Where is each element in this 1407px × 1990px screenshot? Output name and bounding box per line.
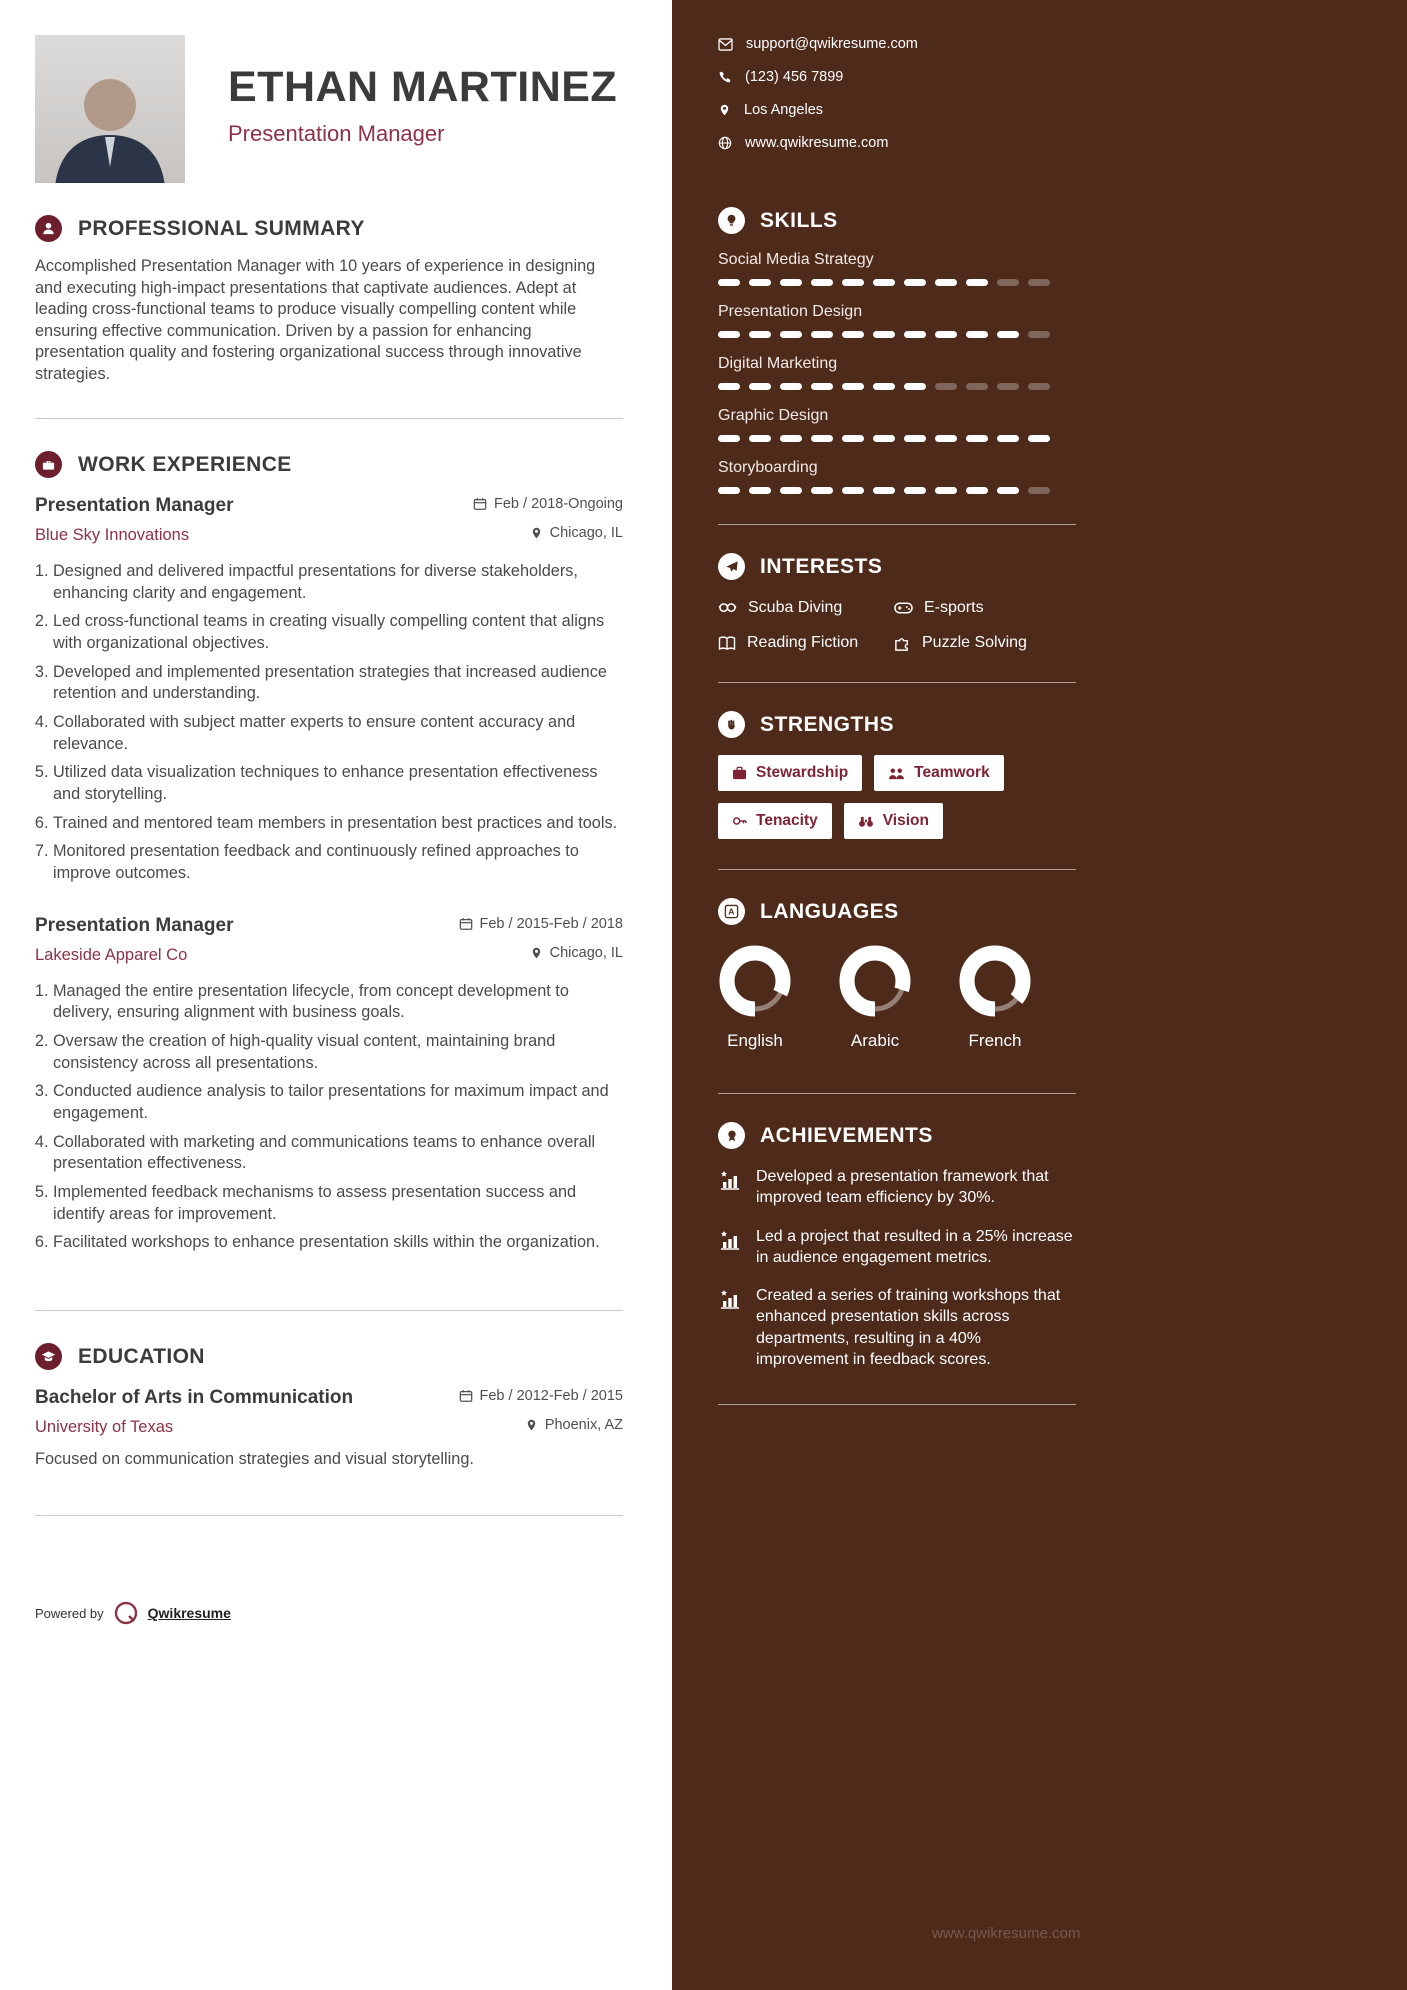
achievements-heading-label: ACHIEVEMENTS xyxy=(760,1123,933,1147)
calendar-icon xyxy=(459,1389,473,1403)
section-work-experience xyxy=(35,451,623,1254)
contact-block xyxy=(718,36,1076,151)
skill-dash-filled xyxy=(997,435,1019,442)
strength-label: Teamwork xyxy=(914,764,990,781)
section-professional-summary xyxy=(35,215,623,385)
job-bullet: 1. Managed the entire presentation lifecycle, from concept development to delivery, ensuring alignment with business goals. xyxy=(53,981,623,1024)
skill-item xyxy=(718,407,1076,442)
skill-dash-filled xyxy=(718,279,740,286)
header xyxy=(35,35,623,183)
strengths-heading xyxy=(718,711,1076,738)
skill-dash-filled xyxy=(966,487,988,494)
education-location xyxy=(525,1417,623,1433)
job-bullet: 5. Implemented feedback mechanisms to assess presentation success and identify areas for improvement. xyxy=(53,1182,623,1225)
languages-heading-label: LANGUAGES xyxy=(760,899,899,923)
skill-dash-filled xyxy=(935,279,957,286)
pin-icon xyxy=(525,1418,538,1432)
sidebar-divider xyxy=(718,524,1076,525)
language-name: Arabic xyxy=(850,1031,900,1050)
skill-dash-empty xyxy=(997,279,1019,286)
skill-dash-filled xyxy=(811,279,833,286)
interests-grid xyxy=(718,599,1076,652)
job-title: Presentation Manager xyxy=(35,914,234,936)
job-bullet: 3. Conducted audience analysis to tailor presentations for maximum impact and engagement. xyxy=(53,1081,623,1124)
job-date-label: Feb / 2018-Ongoing xyxy=(494,496,623,512)
skill-name: Digital Marketing xyxy=(718,355,838,372)
skill-dash-filled xyxy=(718,383,740,390)
achievement-text: Created a series of training workshops that enhanced presentation skills across departments, resulting in a 40% improvement in feedback scores. xyxy=(756,1287,1061,1368)
skill-dash-filled xyxy=(749,383,771,390)
job-location xyxy=(530,945,623,961)
skill-level-bar xyxy=(718,435,1076,442)
contact-phone-value: (123) 456 7899 xyxy=(745,69,844,85)
interest-item xyxy=(894,599,1076,617)
open-book-icon xyxy=(718,636,736,651)
candidate-name: ETHAN MARTINEZ xyxy=(228,63,618,111)
education-date-label: Feb / 2012-Feb / 2015 xyxy=(479,1388,623,1405)
key-icon xyxy=(732,814,747,828)
skills-heading xyxy=(718,207,1076,234)
puzzle-piece-icon xyxy=(894,635,911,652)
language-name: English xyxy=(727,1031,783,1050)
job-bullet-list xyxy=(35,561,623,885)
skill-dash-filled xyxy=(904,383,926,390)
skill-dash-filled xyxy=(966,331,988,338)
pin-icon xyxy=(530,526,543,540)
skill-level-bar xyxy=(718,383,1076,390)
job-location xyxy=(530,525,623,541)
skill-dash-empty xyxy=(1028,331,1050,338)
candidate-title: Presentation Manager xyxy=(228,121,445,146)
job-bullet: 6. Facilitated workshops to enhance presentation skills within the organization. xyxy=(53,1232,623,1254)
achievement-item xyxy=(718,1166,1076,1209)
pin-icon xyxy=(718,103,731,117)
job-bullet-list xyxy=(35,981,623,1254)
skill-name: Social Media Strategy xyxy=(718,251,874,268)
binoculars-icon xyxy=(858,815,874,828)
section-languages xyxy=(718,898,1076,1051)
skill-dash-filled xyxy=(811,487,833,494)
skill-item xyxy=(718,303,1076,338)
interest-item xyxy=(718,599,894,617)
achievement-text: Developed a presentation framework that improved team efficiency by 30%. xyxy=(756,1168,1049,1207)
sidebar-divider xyxy=(718,1093,1076,1094)
skill-dash-filled xyxy=(749,331,771,338)
skill-dash-filled xyxy=(811,383,833,390)
skill-dash-empty xyxy=(1028,383,1050,390)
globe-icon xyxy=(718,136,732,150)
job-company: Lakeside Apparel Co xyxy=(35,945,188,964)
contact-website-value[interactable]: www.qwikresume.com xyxy=(745,135,889,151)
skill-dash-filled xyxy=(780,487,802,494)
skill-dash-filled xyxy=(718,435,740,442)
sidebar-divider xyxy=(718,869,1076,870)
job-bullet: 2. Oversaw the creation of high-quality visual content, maintaining brand consistency across all presentations. xyxy=(53,1031,623,1074)
interest-item xyxy=(894,634,1076,652)
job-bullet: 7. Monitored presentation feedback and continuously refined approaches to improve outcomes. xyxy=(53,841,623,884)
strength-badge xyxy=(844,803,943,839)
briefcase-icon xyxy=(732,766,747,780)
contact-website xyxy=(718,135,1076,151)
work-heading-label: WORK EXPERIENCE xyxy=(78,452,292,476)
job-bullet: 6. Trained and mentored team members in presentation best practices and tools. xyxy=(53,813,623,835)
skill-dash-filled xyxy=(873,487,895,494)
skill-dash-filled xyxy=(718,487,740,494)
language-donut xyxy=(958,944,1032,1018)
sidebar xyxy=(672,0,1407,1990)
graduate-icon xyxy=(35,1343,62,1370)
paper-plane-icon xyxy=(718,553,745,580)
achievements-heading xyxy=(718,1122,1076,1149)
skill-name: Storyboarding xyxy=(718,459,818,476)
contact-phone xyxy=(718,69,1076,85)
education-date xyxy=(459,1388,624,1404)
job-entry xyxy=(35,915,623,1254)
job-bullet: 4. Collaborated with marketing and communications teams to enhance overall presentation effectiveness. xyxy=(53,1132,623,1175)
skill-level-bar xyxy=(718,487,1076,494)
divider xyxy=(35,418,623,419)
skill-item xyxy=(718,251,1076,286)
person-photo-silhouette xyxy=(35,67,185,183)
education-location-label: Phoenix, AZ xyxy=(544,1417,623,1434)
worker-icon xyxy=(35,451,62,478)
skill-dash-filled xyxy=(842,487,864,494)
language-item xyxy=(958,944,1032,1051)
skill-dash-filled xyxy=(873,435,895,442)
interest-label: Scuba Diving xyxy=(748,599,843,616)
job-bullet: 4. Collaborated with subject matter experts to ensure content accuracy and relevance. xyxy=(53,712,623,755)
skill-dash-filled xyxy=(966,435,988,442)
job-bullet: 2. Led cross-functional teams in creating visually compelling content that aligns with organizational objectives. xyxy=(53,611,623,654)
education-note: Focused on communication strategies and visual storytelling. xyxy=(35,1450,474,1469)
main-column xyxy=(0,0,672,1990)
section-education xyxy=(35,1343,623,1469)
contact-location xyxy=(718,102,1076,118)
skill-dash-filled xyxy=(749,487,771,494)
award-icon xyxy=(718,1122,745,1149)
interest-label: Puzzle Solving xyxy=(922,634,1027,651)
summary-heading xyxy=(35,215,623,242)
strength-badge xyxy=(718,755,862,791)
job-date xyxy=(459,916,624,932)
job-bullet: 3. Developed and implemented presentation strategies that increased audience retention and understanding. xyxy=(53,662,623,705)
education-heading-label: EDUCATION xyxy=(78,1344,205,1368)
skill-dash-filled xyxy=(749,279,771,286)
fist-icon xyxy=(718,711,745,738)
skill-level-bar xyxy=(718,331,1076,338)
skill-dash-filled xyxy=(811,435,833,442)
skill-dash-filled xyxy=(749,435,771,442)
degree-title: Bachelor of Arts in Communication xyxy=(35,1387,354,1409)
calendar-icon xyxy=(459,917,473,931)
job-bullet: 1. Designed and delivered impactful presentations for diverse stakeholders, enhancing clarity and engagement. xyxy=(53,561,623,604)
interest-label: Reading Fiction xyxy=(747,634,859,651)
job-title: Presentation Manager xyxy=(35,495,234,516)
contact-email xyxy=(718,36,1076,52)
watermark: www.qwikresume.com xyxy=(932,1925,1081,1942)
skill-dash-filled xyxy=(842,331,864,338)
job-location-label: Chicago, IL xyxy=(549,525,623,541)
strengths-heading-label: STRENGTHS xyxy=(760,712,895,736)
languages-list xyxy=(718,944,1076,1051)
divider xyxy=(35,1310,623,1311)
summary-heading-label: PROFESSIONAL SUMMARY xyxy=(78,216,365,240)
job-date-label: Feb / 2015-Feb / 2018 xyxy=(479,915,623,932)
language-item xyxy=(718,944,792,1051)
skill-dash-filled xyxy=(842,279,864,286)
footer xyxy=(35,1600,623,1626)
skill-dash-filled xyxy=(780,331,802,338)
skill-dash-filled xyxy=(904,331,926,338)
summary-text: Accomplished Presentation Manager with 10 years of experience in designing and executing high-impact presentations that captivate audiences. Adept at leading cross-functional teams to produce visually compelling content while ensuring effective communication. Driven by a passion for enhancing presentation quality and fostering organizational success through innovative strategies. xyxy=(35,257,596,383)
language-donut xyxy=(838,944,912,1018)
skill-dash-filled xyxy=(811,331,833,338)
qwikresume-logo xyxy=(113,1600,139,1626)
strengths-list xyxy=(718,755,1076,839)
skill-dash-empty xyxy=(997,383,1019,390)
work-heading xyxy=(35,451,623,478)
skill-dash-filled xyxy=(780,279,802,286)
person-icon xyxy=(35,215,62,242)
calendar-icon xyxy=(473,497,487,511)
skill-dash-filled xyxy=(842,435,864,442)
education-heading xyxy=(35,1343,623,1370)
divider xyxy=(35,1515,623,1516)
sidebar-divider xyxy=(718,1404,1076,1405)
job-entry xyxy=(35,495,623,885)
contact-location-value: Los Angeles xyxy=(744,102,824,118)
skill-dash-filled xyxy=(873,279,895,286)
translate-icon xyxy=(718,898,745,925)
sidebar-divider xyxy=(718,682,1076,683)
skill-dash-empty xyxy=(1028,279,1050,286)
skill-dash-filled xyxy=(935,435,957,442)
skill-dash-filled xyxy=(842,383,864,390)
section-skills xyxy=(718,207,1076,494)
powered-by-label: Powered by xyxy=(35,1605,104,1621)
pin-icon xyxy=(530,946,543,960)
people-icon xyxy=(888,767,905,780)
skill-dash-filled xyxy=(904,279,926,286)
achievement-chart-icon xyxy=(718,1287,742,1311)
interest-label: E-sports xyxy=(924,599,984,616)
skill-level-bar xyxy=(718,279,1076,286)
header-text xyxy=(228,35,617,183)
qwikresume-link[interactable]: Qwikresume xyxy=(147,1605,231,1622)
strength-label: Vision xyxy=(882,812,929,829)
achievement-chart-icon xyxy=(718,1228,742,1252)
svg-text:A: A xyxy=(728,906,735,917)
languages-heading xyxy=(718,898,1076,925)
strength-badge xyxy=(718,803,832,839)
section-interests xyxy=(718,553,1076,652)
skill-item xyxy=(718,459,1076,494)
achievement-item xyxy=(718,1226,1076,1269)
language-donut xyxy=(718,944,792,1018)
envelope-icon xyxy=(718,38,733,51)
contact-email-value[interactable]: support@qwikresume.com xyxy=(746,36,918,52)
skills-heading-label: SKILLS xyxy=(760,208,838,232)
skill-dash-filled xyxy=(780,383,802,390)
skill-dash-empty xyxy=(966,383,988,390)
skill-dash-filled xyxy=(997,331,1019,338)
skill-dash-filled xyxy=(966,279,988,286)
skill-dash-filled xyxy=(780,435,802,442)
skill-item xyxy=(718,355,1076,390)
school-name: University of Texas xyxy=(35,1418,174,1437)
job-bullet: 5. Utilized data visualization techniques to enhance presentation effectiveness and storytelling. xyxy=(53,762,623,805)
skill-dash-filled xyxy=(904,487,926,494)
interests-heading xyxy=(718,553,1076,580)
profile-photo xyxy=(35,35,185,183)
language-name: French xyxy=(968,1031,1022,1050)
skill-dash-filled xyxy=(873,331,895,338)
lightbulb-icon xyxy=(718,207,745,234)
skill-dash-empty xyxy=(935,383,957,390)
skill-dash-filled xyxy=(718,331,740,338)
achievement-text: Led a project that resulted in a 25% increase in audience engagement metrics. xyxy=(756,1227,1073,1266)
skill-name: Graphic Design xyxy=(718,407,829,424)
section-strengths xyxy=(718,711,1076,839)
phone-icon xyxy=(718,70,732,84)
education-entry xyxy=(35,1387,623,1469)
skill-dash-filled xyxy=(997,487,1019,494)
strength-label: Stewardship xyxy=(756,764,849,781)
language-item xyxy=(838,944,912,1051)
interests-heading-label: INTERESTS xyxy=(760,554,883,578)
job-company: Blue Sky Innovations xyxy=(35,526,190,544)
section-achievements xyxy=(718,1122,1076,1370)
game-controller-icon xyxy=(894,601,913,615)
strength-label: Tenacity xyxy=(756,812,818,829)
skill-dash-filled xyxy=(873,383,895,390)
skill-dash-empty xyxy=(1028,487,1050,494)
skill-dash-filled xyxy=(904,435,926,442)
job-date xyxy=(473,496,623,512)
skill-dash-filled xyxy=(1028,435,1050,442)
skill-dash-filled xyxy=(935,487,957,494)
strength-badge xyxy=(874,755,1004,791)
job-location-label: Chicago, IL xyxy=(549,944,623,961)
achievement-chart-icon xyxy=(718,1168,742,1192)
scuba-goggles-icon xyxy=(718,601,737,616)
interest-item xyxy=(718,634,894,652)
skill-dash-filled xyxy=(935,331,957,338)
achievement-item xyxy=(718,1285,1076,1370)
skill-name: Presentation Design xyxy=(718,303,863,320)
